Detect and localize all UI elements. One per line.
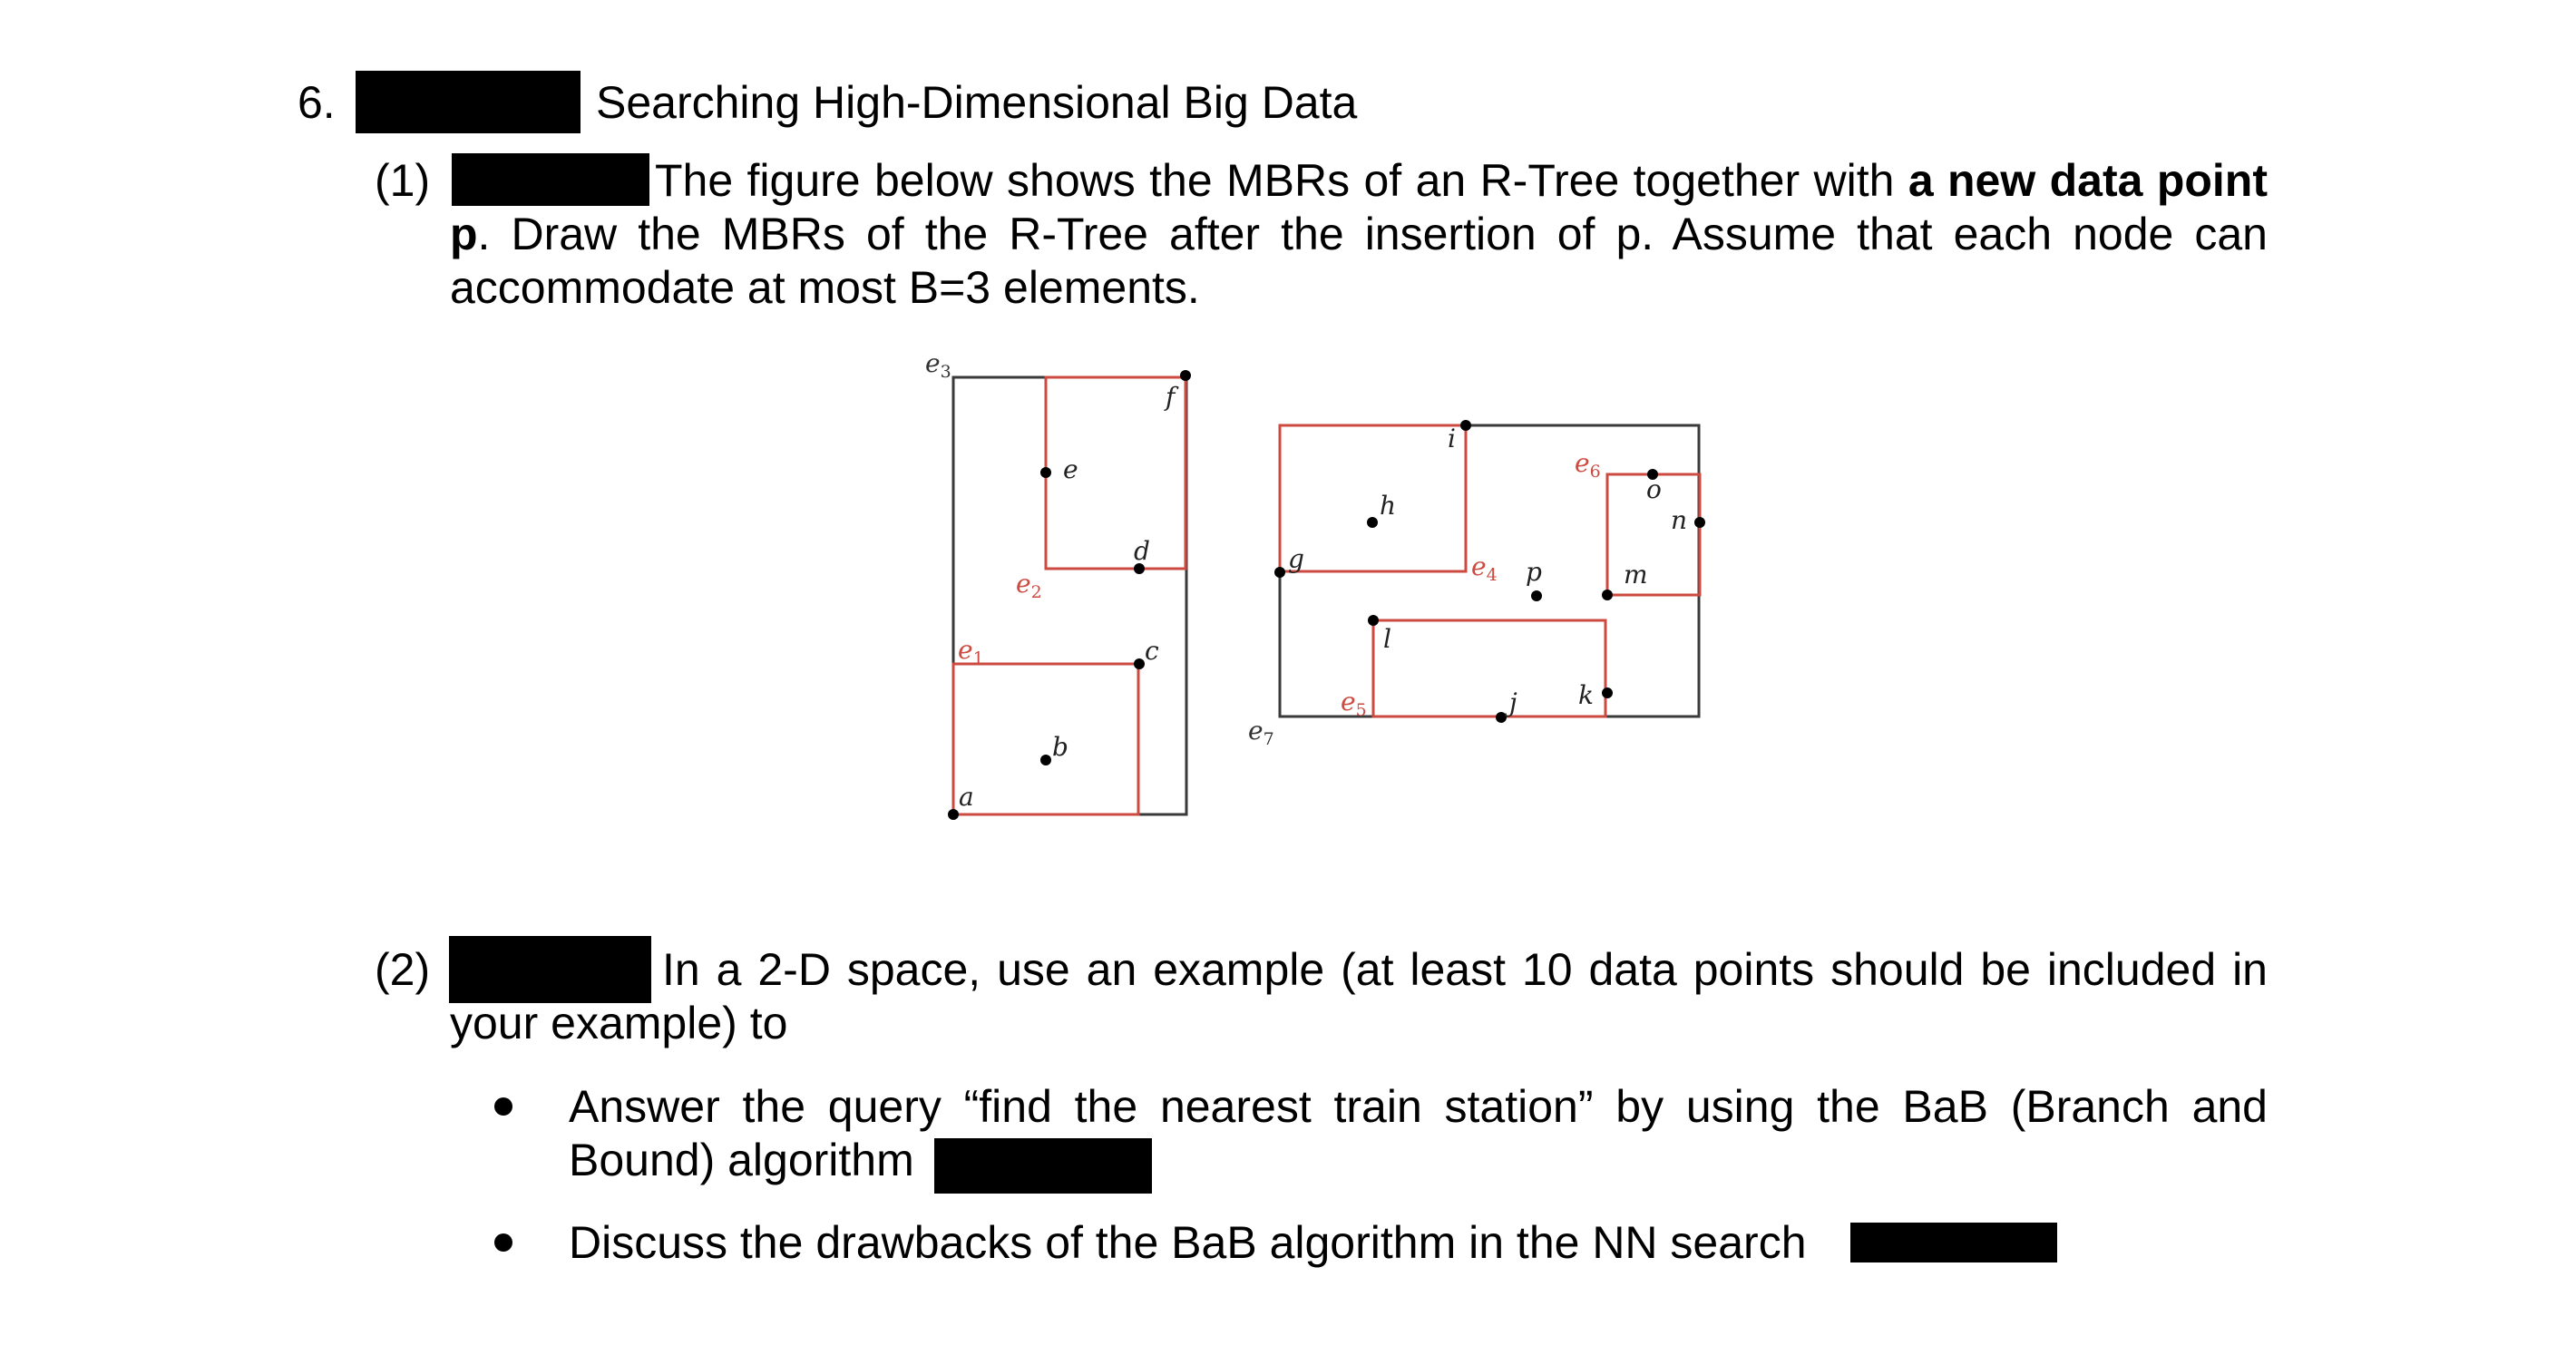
point-label-n: n xyxy=(1671,505,1688,535)
point-label-h: h xyxy=(1380,491,1397,521)
emphasis-p: p xyxy=(450,209,478,259)
mbr-label-e7: $e_7$ xyxy=(1248,716,1274,749)
question-number: 6. xyxy=(298,77,336,128)
data-point-g xyxy=(1274,567,1285,578)
point-label-p: p xyxy=(1526,557,1542,587)
part-2-line-2: your example) to xyxy=(450,998,788,1048)
data-point-k xyxy=(1602,687,1613,698)
point-label-i: i xyxy=(1448,424,1456,453)
bullet-1-line-2: Bound) algorithm xyxy=(569,1135,914,1185)
data-point-e xyxy=(1040,467,1051,478)
data-point-p xyxy=(1531,590,1542,601)
mbr-label-e4: $e_4$ xyxy=(1471,551,1498,585)
point-label-b: b xyxy=(1052,732,1068,762)
data-point-a xyxy=(948,809,959,820)
point-label-d: d xyxy=(1134,536,1150,566)
part-2-line-1: In a 2-D space, use an example (at least 10 data points should be included in xyxy=(662,944,2268,995)
data-point-f xyxy=(1180,370,1191,381)
mbr-e1 xyxy=(953,664,1138,814)
data-point-h xyxy=(1367,517,1378,528)
mbr-label-e5: $e_5$ xyxy=(1341,687,1367,720)
bullet-2-line-1: Discuss the drawbacks of the BaB algorithm in the NN search xyxy=(569,1217,1807,1268)
point-label-e: e xyxy=(1063,454,1078,484)
mbr-label-e6: $e_6$ xyxy=(1575,448,1601,482)
part-1-line-2: p. Draw the MBRs of the R-Tree after the insertion of p. Assume that each node can xyxy=(450,209,2268,259)
question-title: Searching High-Dimensional Big Data xyxy=(596,77,1358,128)
point-label-k: k xyxy=(1578,680,1594,710)
redaction-box xyxy=(1850,1223,2057,1262)
data-point-j xyxy=(1496,712,1507,723)
bullet-icon xyxy=(494,1233,512,1252)
part-2-label: (2) xyxy=(375,944,431,995)
mbr-e4 xyxy=(1280,425,1466,571)
data-point-m xyxy=(1602,590,1613,600)
bullet-icon xyxy=(494,1097,512,1116)
part-1-label: (1) xyxy=(375,155,431,206)
part-1-line-3: accommodate at most B=3 elements. xyxy=(450,262,1200,313)
point-label-o: o xyxy=(1646,474,1662,504)
data-point-i xyxy=(1460,420,1471,431)
point-label-g: g xyxy=(1288,544,1304,574)
redaction-box xyxy=(934,1138,1152,1194)
point-label-l: l xyxy=(1383,624,1391,654)
point-label-f: f xyxy=(1166,382,1176,412)
emphasis-new-data-point: a new data point xyxy=(1908,155,2268,206)
mbr-e3 xyxy=(953,377,1186,814)
mbr-label-e3: $e_3$ xyxy=(925,348,951,382)
data-point-b xyxy=(1040,755,1051,765)
mbr-label-e2: $e_2$ xyxy=(1016,569,1042,602)
mbr-e5 xyxy=(1373,620,1605,716)
redaction-box xyxy=(449,936,651,1003)
point-label-a: a xyxy=(959,782,974,812)
point-label-m: m xyxy=(1624,560,1648,590)
data-point-c xyxy=(1134,658,1145,669)
mbr-label-e1: $e_1$ xyxy=(958,635,984,668)
point-label-j: j xyxy=(1509,687,1517,717)
bullet-1-line-1: Answer the query “find the nearest train station” by using the BaB (Branch and xyxy=(569,1081,2268,1132)
data-point-l xyxy=(1368,615,1379,626)
point-label-c: c xyxy=(1145,636,1159,666)
data-point-n xyxy=(1694,517,1705,528)
part-1-line-1: The figure below shows the MBRs of an R-Tree together with a new data point xyxy=(655,155,2268,206)
